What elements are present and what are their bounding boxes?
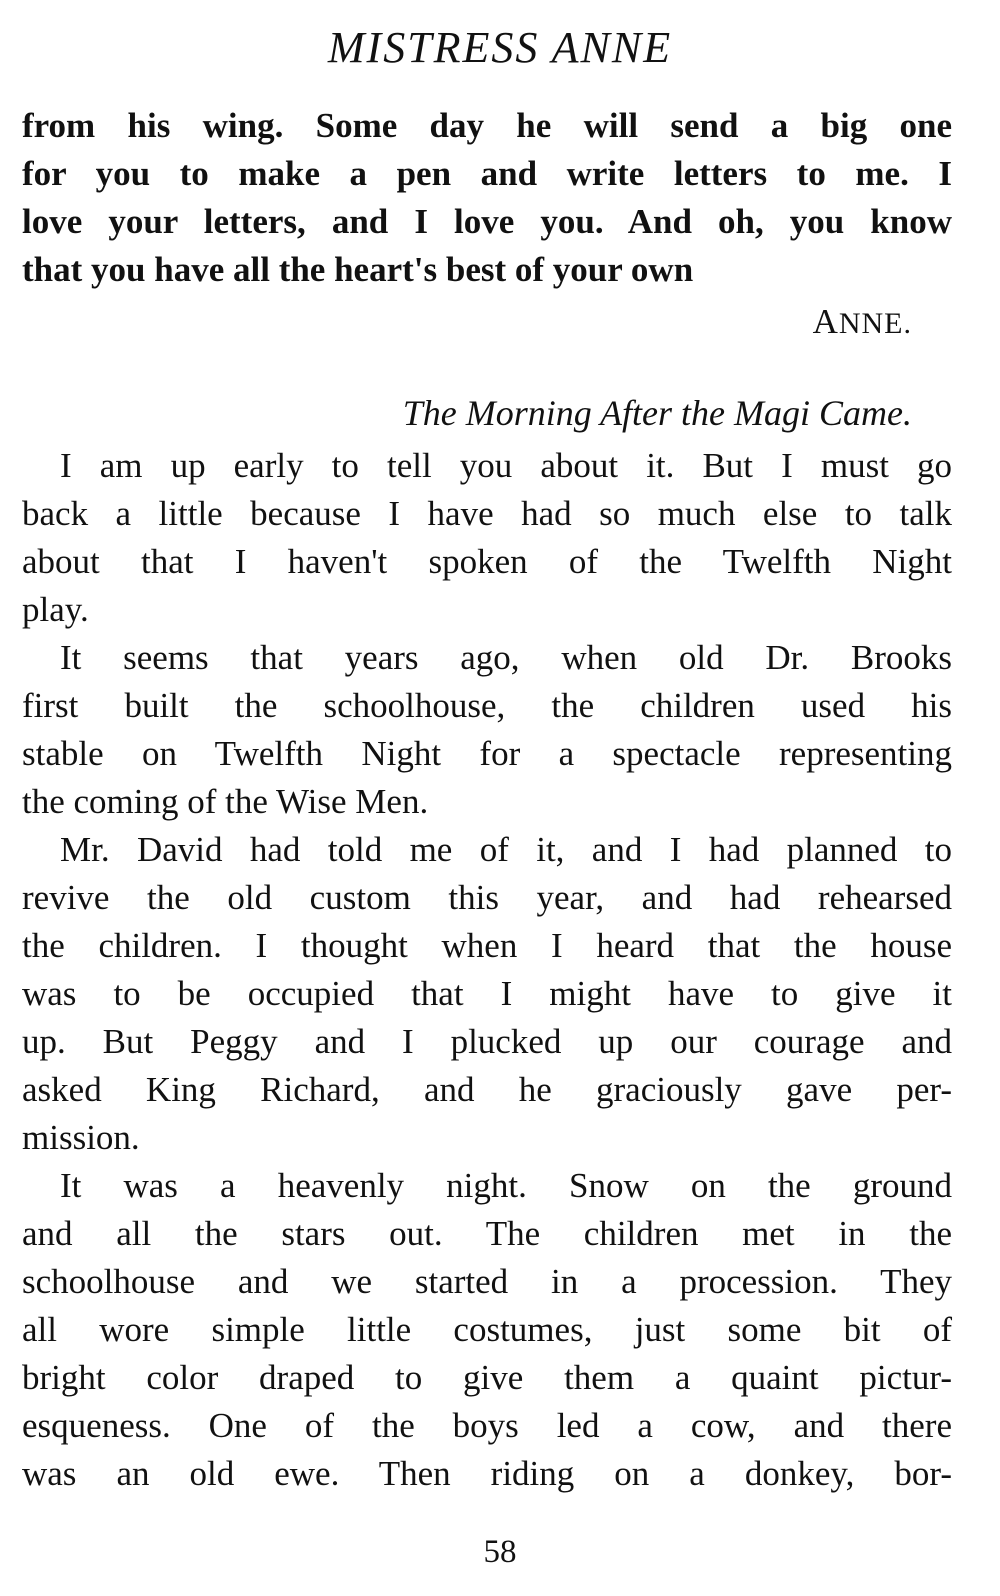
text-line: asked King Richard, and he graciously gave per- bbox=[22, 1070, 952, 1109]
letter-closing-paragraph bbox=[22, 102, 952, 294]
text-line: and all the stars out. The children met in the bbox=[22, 1214, 952, 1253]
text-line: first built the schoolhouse, the children used his bbox=[22, 686, 952, 725]
text-line: was an old ewe. Then riding on a donkey, bor- bbox=[22, 1454, 952, 1493]
text-line: the children. I thought when I heard that the house bbox=[22, 926, 952, 965]
running-title: MISTRESS ANNE bbox=[327, 23, 673, 72]
text-line: I am up early to tell you about it. But I must go bbox=[60, 446, 952, 485]
text-line: was to be occupied that I might have to give it bbox=[22, 974, 952, 1013]
paragraph bbox=[22, 1162, 952, 1498]
text-line: about that I haven't spoken of the Twelfth Night bbox=[22, 542, 952, 581]
text-line: that you have all the heart's best of your own bbox=[22, 250, 694, 289]
text-line: esqueness. One of the boys led a cow, and there bbox=[22, 1406, 952, 1445]
signature bbox=[813, 302, 912, 344]
text-line: It was a heavenly night. Snow on the ground bbox=[60, 1166, 952, 1205]
paragraph bbox=[22, 442, 952, 634]
text-line: up. But Peggy and I plucked up our courage and bbox=[22, 1022, 952, 1061]
text-line: schoolhouse and we started in a procession. They bbox=[22, 1262, 952, 1301]
text-line: mission. bbox=[22, 1118, 140, 1157]
text-line: for you to make a pen and write letters to me. I bbox=[22, 154, 952, 193]
text-line: It seems that years ago, when old Dr. Brooks bbox=[60, 638, 952, 677]
text-line: stable on Twelfth Night for a spectacle representing bbox=[22, 734, 952, 773]
text-line: back a little because I have had so much else to talk bbox=[22, 494, 952, 533]
paragraph bbox=[22, 826, 952, 1162]
signature-rest: NNE. bbox=[838, 307, 912, 340]
text-line: Mr. David had told me of it, and I had planned to bbox=[60, 830, 952, 869]
section-body bbox=[22, 442, 952, 1498]
text-line: revive the old custom this year, and had rehearsed bbox=[22, 878, 952, 917]
page-number: 58 bbox=[483, 1534, 517, 1570]
text-line: play. bbox=[22, 590, 89, 629]
paragraph bbox=[22, 634, 952, 826]
text-line: all wore simple little costumes, just some bit of bbox=[22, 1310, 952, 1349]
section-heading: The Morning After the Magi Came. bbox=[402, 393, 912, 433]
signature-initial: A bbox=[812, 302, 839, 341]
text-line: love your letters, and I love you. And oh, you know bbox=[22, 202, 952, 241]
text-line: from his wing. Some day he will send a big one bbox=[22, 106, 952, 145]
text-line: the coming of the Wise Men. bbox=[22, 782, 429, 821]
text-line: bright color draped to give them a quaint pictur- bbox=[22, 1358, 952, 1397]
